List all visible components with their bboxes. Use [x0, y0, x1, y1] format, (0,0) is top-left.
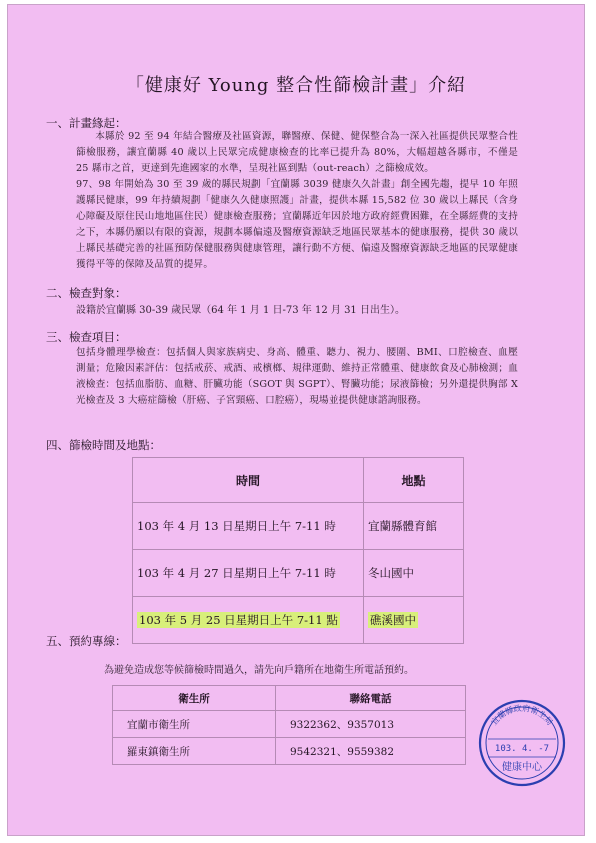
document-page — [7, 4, 585, 836]
table-row — [113, 711, 466, 738]
exam-items-description: 包括身體理學檢查：包括個人與家族病史、身高、體重、聽力、視力、腰圍、BMI、口腔檢查、血壓測量；危險因素評估：包括戒菸、戒酒、戒檳榔、規律運動、維持正常體重、健康飲食及心肺檢測；血液檢查：包括血脂肪、血糖、肝臟功能（SGOT 與 SGPT）、腎臟功能；尿液篩檢；另外還提供胸部 X 光檢查及 3 大癌症篩檢（肝癌、子宮頸癌、口腔癌），現場並提供健康諮詢服務。 — [76, 347, 518, 406]
section-heading-background: 一、計畫緣起： — [46, 116, 127, 130]
table-row — [133, 503, 464, 550]
clinic-col-name: 衛生所 — [113, 686, 276, 711]
table-row — [133, 597, 464, 644]
schedule-col-place: 地點 — [364, 458, 464, 503]
clinic-header-row — [113, 686, 466, 711]
clinic-col-phone: 聯絡電話 — [276, 686, 466, 711]
stamp-dept: 健康中心 — [502, 762, 542, 773]
document-title: 「健康好 Young 整合性篩檢計畫」介紹 — [125, 75, 467, 96]
schedule-header-row — [133, 458, 464, 503]
stamp-date: 103. 4. -7 — [494, 744, 550, 754]
schedule-col-time: 時間 — [133, 458, 364, 503]
received-stamp — [476, 697, 568, 789]
schedule-place: 宜蘭縣體育館 — [364, 503, 464, 550]
background-paragraph-1: 本縣於 92 至 94 年結合醫療及社區資源，聯醫療、保健、健保整合為一深入社區提供民眾整合性篩檢服務，讓宜蘭縣 40 歲以上民眾完成健康檢查的比率已提升為 80%，大幅超越各縣市，不僅是 25 縣市之首，更達到先進國家的水準，呈現社區到點（out-reach）之篩檢成效。 — [76, 131, 518, 174]
background-paragraphs — [76, 129, 518, 273]
section-heading-schedule: 四、篩檢時間及地點： — [46, 438, 161, 452]
schedule-place-highlighted: 礁溪國中 — [364, 597, 464, 644]
background-paragraph-2: 97、98 年開始為 30 至 39 歲的縣民規劃「宜蘭縣 3039 健康久久計畫」創全國先趨，提早 10 年照護縣民健康，99 年持續規劃「健康久久健康照護」計畫，提供本縣 15,582 位 30 歲以上縣民（含身心障礙及原住民山地地區住民）健康檢查服務；宜蘭縣近年因於地方政府經費困難，在全縣經費的支持之下，本縣仍願以有限的資源，規劃本縣偏遠及醫療資源缺乏地區民眾基本的健康服務，提供 30 歲以上縣民基礎完善的社區預防保健服務與健康管理，讓行動不方便、偏遠及醫療資源缺乏地區的民眾健康獲得平等的保障及品質的提昇。 — [76, 179, 518, 270]
booking-instructions: 為避免造成您等候篩檢時間過久，請先向戶籍所在地衛生所電話預約。 — [104, 665, 414, 676]
section-heading-booking: 五、預約專線： — [46, 634, 127, 648]
schedule-table — [132, 457, 464, 644]
schedule-place: 冬山國中 — [364, 550, 464, 597]
schedule-time-highlighted: 103 年 5 月 25 日星期日上午 7-11 點 — [133, 597, 364, 644]
table-row — [113, 738, 466, 765]
section-heading-items: 三、檢查項目： — [46, 330, 127, 344]
clinic-name: 羅東鎮衛生所 — [113, 738, 276, 765]
clinic-phone: 9322362、9357013 — [276, 711, 466, 738]
table-row — [133, 550, 464, 597]
stamp-org-text: 宜蘭縣政府衛生局 — [489, 703, 555, 727]
schedule-time: 103 年 4 月 27 日星期日上午 7-11 時 — [133, 550, 364, 597]
target-description: 設籍於宜蘭縣 30-39 歲民眾（64 年 1 月 1 日-73 年 12 月 31 日出生）。 — [76, 305, 405, 316]
clinic-phone: 9542321、9559382 — [276, 738, 466, 765]
clinic-contact-table — [112, 685, 466, 765]
clinic-name: 宜蘭市衛生所 — [113, 711, 276, 738]
section-heading-target: 二、檢查對象： — [46, 286, 127, 300]
schedule-time: 103 年 4 月 13 日星期日上午 7-11 時 — [133, 503, 364, 550]
